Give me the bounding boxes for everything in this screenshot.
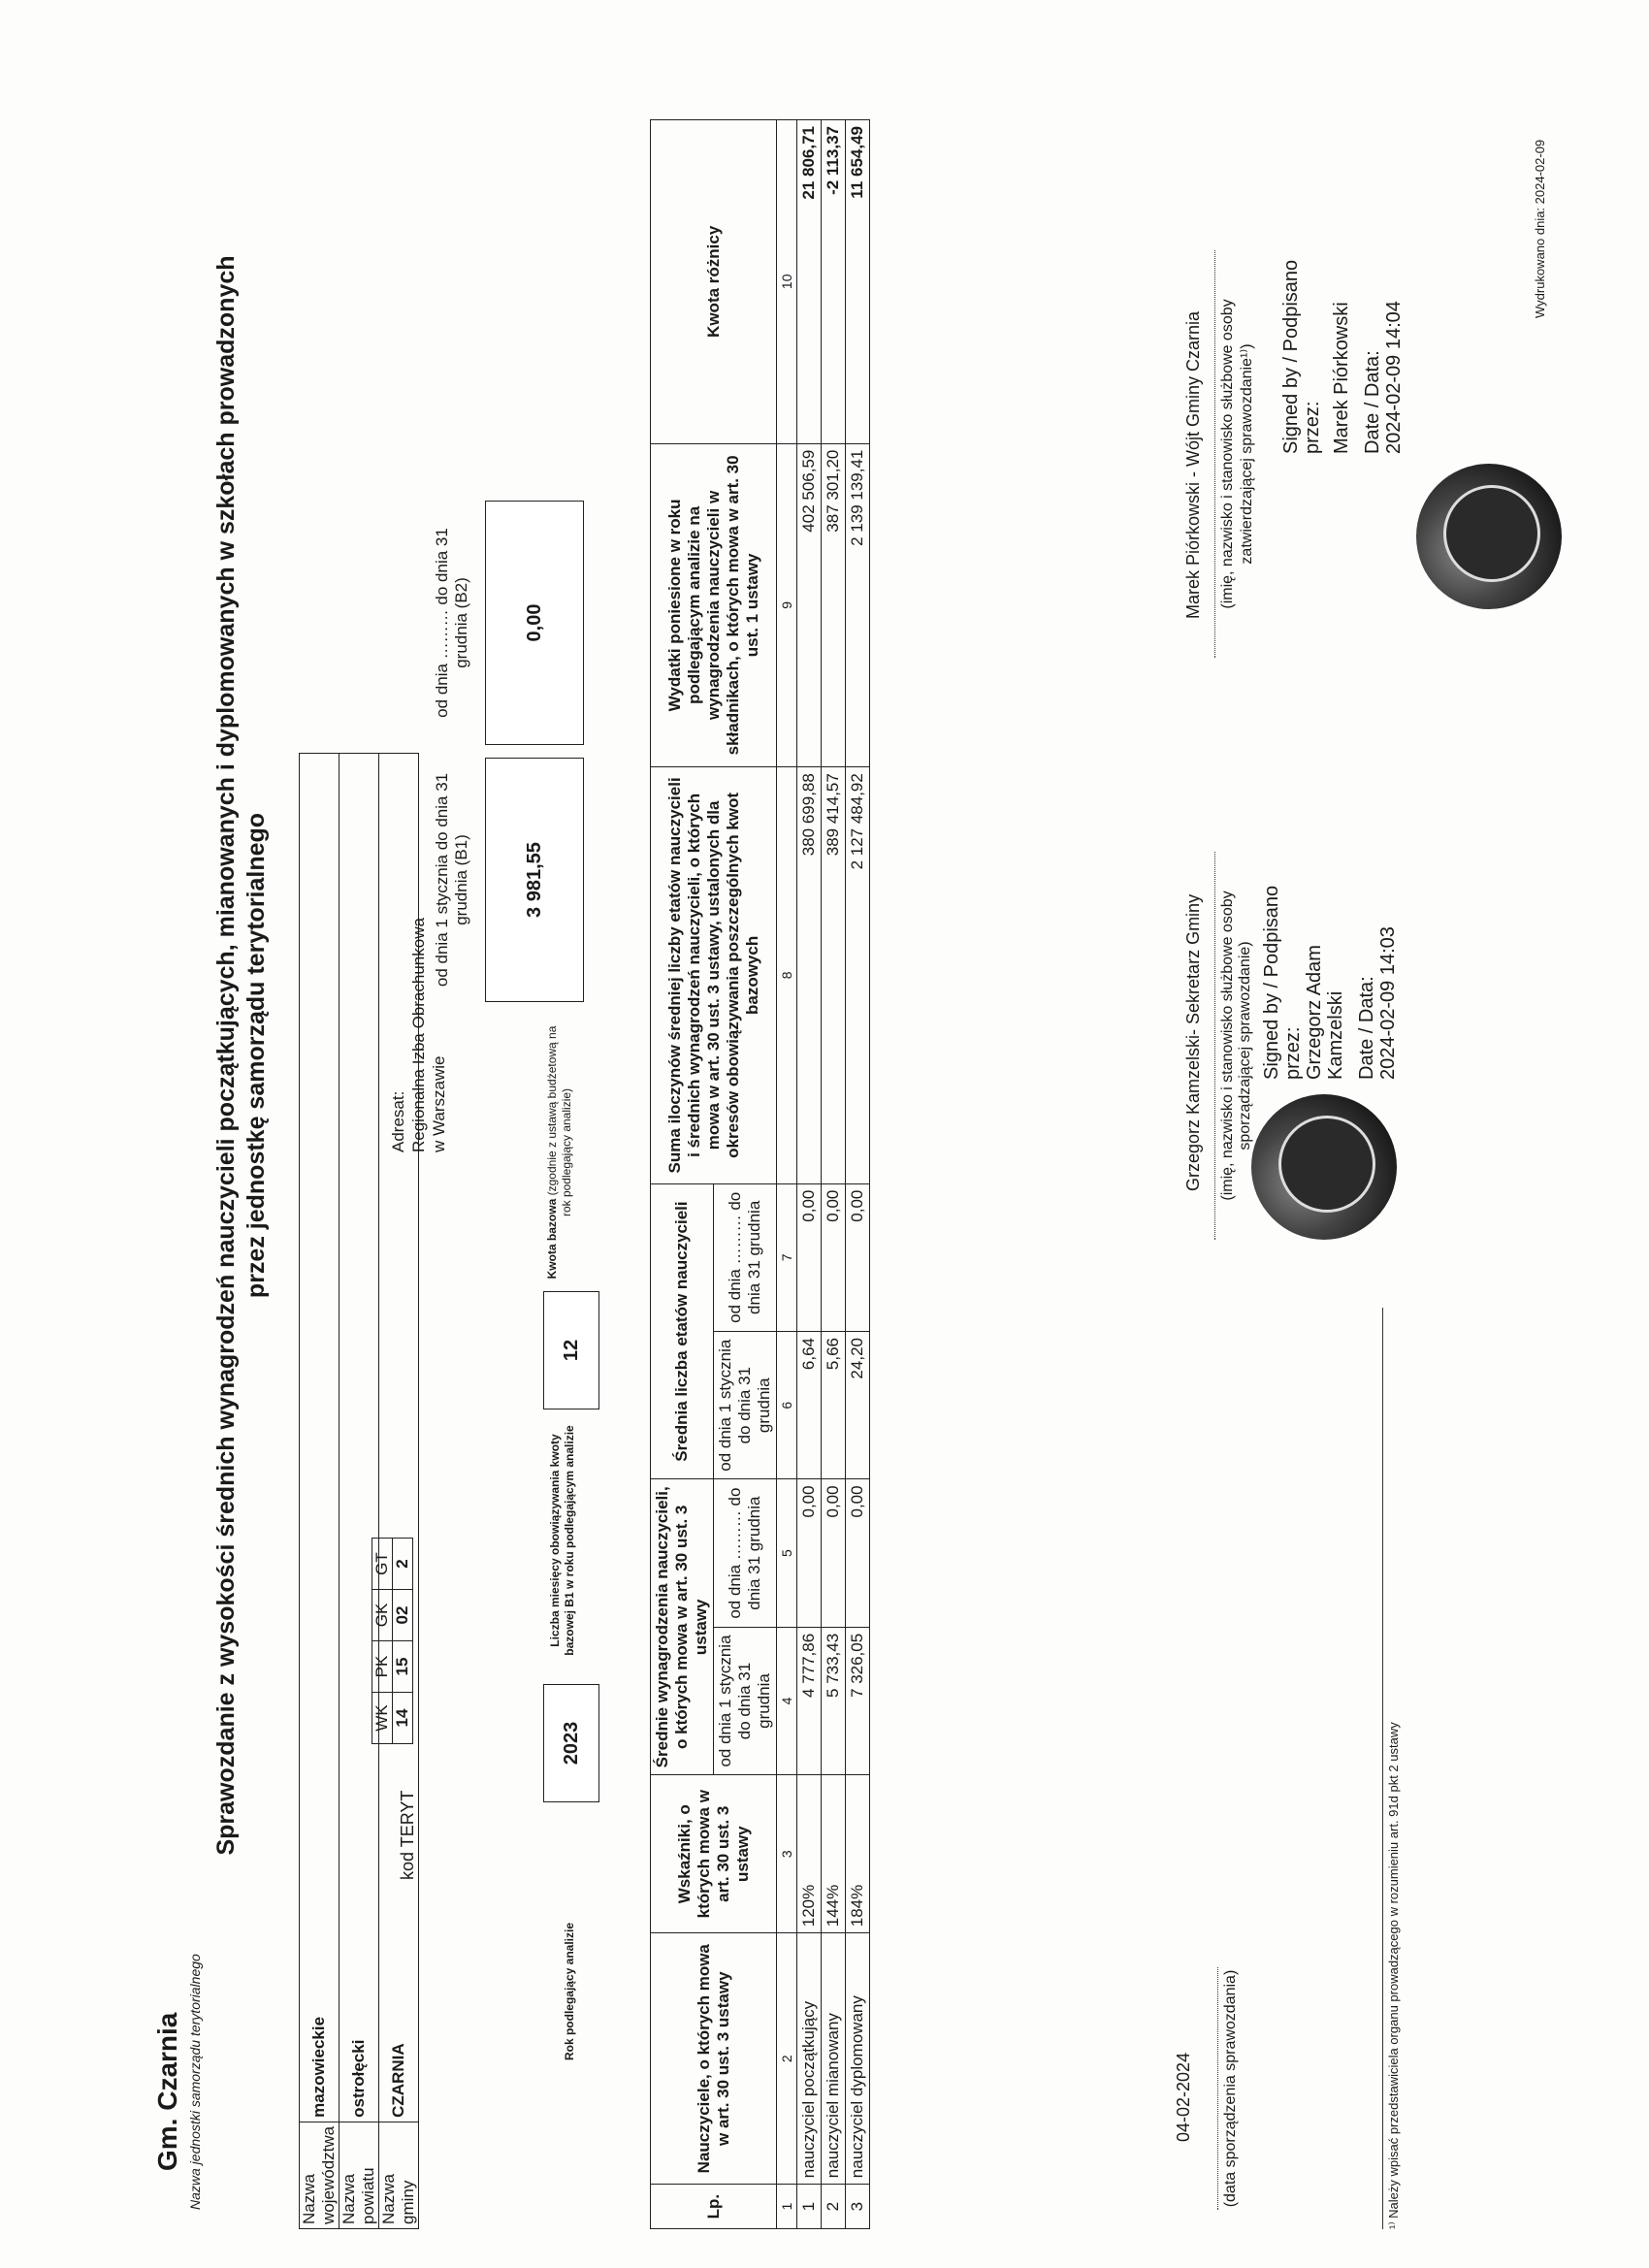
sig1-signed-by: Signed by / Podpisano przez: xyxy=(1261,885,1304,1080)
cell-c6: 6,64 xyxy=(797,1332,822,1479)
table-row xyxy=(846,120,870,2229)
col-teachers: Nauczyciele, o których mowa w art. 30 ust. 3 ustawy xyxy=(651,1933,777,2185)
table-row xyxy=(822,120,846,2229)
addressee-line2: w Warszawie xyxy=(430,1055,448,1152)
index-cell: 4 xyxy=(777,1627,797,1774)
index-cell: 6 xyxy=(777,1332,797,1479)
col-indicators: Wskaźniki, o których mowa w art. 30 ust. 3 ustawy xyxy=(651,1775,777,1933)
teryt-value: 2 xyxy=(393,1539,413,1590)
index-cell: 3 xyxy=(777,1775,797,1933)
pen-nib-icon xyxy=(1443,485,1540,582)
sig2-date-label: Date / Data: xyxy=(1362,350,1383,454)
year-box: 2023 xyxy=(543,1684,599,1802)
report-date-caption: (data sporządzenia sprawozdania) xyxy=(1217,1967,1240,2210)
cell-c9: 387 301,20 xyxy=(822,443,846,767)
sig2-signer: Marek Piórkowski xyxy=(1331,302,1352,454)
cell-indicator: 120% xyxy=(797,1775,822,1933)
sig1-caption: (imię, nazwisko i stanowisko służbowe osoby sporządzającej sprawozdanie) xyxy=(1214,852,1254,1240)
cell-c4: 7 326,05 xyxy=(846,1627,870,1774)
sig1-signer: Grzegorz Adam Kamzelski xyxy=(1304,945,1346,1080)
teryt-header: GT xyxy=(372,1539,393,1590)
teryt-header: GK xyxy=(372,1590,393,1641)
jst-caption: Nazwa jednostki samorządu terytorialnego xyxy=(187,1954,203,2210)
admin-value: mazowieckie xyxy=(300,753,340,2122)
sig1-date-label: Date / Data: xyxy=(1356,976,1377,1080)
index-cell: 7 xyxy=(777,1183,797,1331)
b1-box xyxy=(433,758,584,1002)
cell-c6: 24,20 xyxy=(846,1332,870,1479)
col-sum: Suma iloczynów średniej liczby etatów nauczycieli i średnich wynagrodzeń nauczycieli, o których mowa w art. 30 ust. 3 ustawy, ustalonych dla okresów obowiązywania poszczególnych kwot bazowych xyxy=(651,767,777,1183)
cell-c10: 11 654,49 xyxy=(846,120,870,444)
period-full: od dnia 1 stycznia do dnia 31 grudnia xyxy=(714,1332,777,1479)
b2-label: od dnia ……… do dnia 31 grudnia (B2) xyxy=(433,528,470,718)
col-avg-salary: Średnie wynagrodzenia nauczycieli, o których mowa w art. 30 ust. 3 ustawy xyxy=(651,1479,714,1775)
cell-c7: 0,00 xyxy=(846,1183,870,1331)
admin-label: Nazwa powiatu xyxy=(340,2122,379,2228)
teryt-value: 02 xyxy=(393,1590,413,1641)
report-title-line2: przez jednostkę samorządu terytorialnego xyxy=(242,812,270,1299)
cell-name: nauczyciel mianowany xyxy=(822,1933,846,2185)
cell-c5: 0,00 xyxy=(822,1479,846,1627)
index-cell: 10 xyxy=(777,120,797,444)
table-row xyxy=(797,120,822,2229)
sig1-seal xyxy=(1251,1094,1397,1240)
year-label: Rok podlegający analizie xyxy=(563,1922,576,2061)
teryt-value-row xyxy=(393,1539,413,1744)
teryt-header: WK xyxy=(372,1693,393,1744)
base-label xyxy=(545,1021,574,1283)
teryt-header-row xyxy=(372,1539,393,1744)
period-full: od dnia 1 stycznia do dnia 31 grudnia xyxy=(714,1627,777,1774)
sig2-signed-by: Signed by / Podpisano przez: xyxy=(1280,259,1323,454)
col-diff: Kwota różnicy xyxy=(651,120,777,444)
pen-nib-icon xyxy=(1278,1116,1375,1213)
cell-c9: 2 139 139,41 xyxy=(846,443,870,767)
index-row xyxy=(777,120,797,2229)
cell-lp: 1 xyxy=(797,2185,822,2229)
months-label: Liczba miesięcy obowiązywania kwoty bazowej B1 w roku podlegającym analizie xyxy=(548,1425,576,1656)
report-title xyxy=(211,134,272,1977)
cell-c10: -2 113,37 xyxy=(822,120,846,444)
admin-value: ostrołęcki xyxy=(340,753,379,2122)
admin-label: Nazwa gminy xyxy=(379,2122,419,2228)
cell-c8: 389 414,57 xyxy=(822,767,846,1183)
salary-table xyxy=(650,119,870,2229)
b1-label: od dnia 1 stycznia do dnia 31 grudnia (B1) xyxy=(433,772,470,988)
col-avg-etaty: Średnia liczba etatów nauczycieli xyxy=(651,1183,714,1479)
cell-c4: 5 733,43 xyxy=(822,1627,846,1774)
index-cell: 9 xyxy=(777,443,797,767)
cell-c6: 5,66 xyxy=(822,1332,846,1479)
cell-c5: 0,00 xyxy=(846,1479,870,1627)
cell-c9: 402 506,59 xyxy=(797,443,822,767)
cell-c8: 380 699,88 xyxy=(797,767,822,1183)
sig2-date: 2024-02-09 14:04 xyxy=(1383,301,1405,454)
base-label-note: (zgodnie z ustawą budżetową na rok podlegający analizie) xyxy=(545,1025,573,1217)
admin-value: CZARNIA xyxy=(379,753,419,2122)
cell-c8: 2 127 484,92 xyxy=(846,767,870,1183)
admin-label: Nazwa województwa xyxy=(300,2122,340,2228)
sig2-name: Marek Piórkowski - Wójt Gminy Czarnia xyxy=(1183,310,1203,619)
teryt-table xyxy=(372,1538,413,1744)
teryt-header: PK xyxy=(372,1641,393,1693)
addressee-line1: Regionalna Izba Obrachunkowa xyxy=(409,918,428,1152)
table-header-row xyxy=(651,120,714,2229)
col-lp: Lp. xyxy=(651,2185,777,2229)
period-partial: od dnia ……… do dnia 31 grudnia xyxy=(714,1479,777,1627)
cell-indicator: 144% xyxy=(822,1775,846,1933)
sig2-caption: (imię, nazwisko i stanowisko służbowe osoby zatwierdzającej sprawozdanie¹⁾) xyxy=(1214,250,1256,658)
index-cell: 1 xyxy=(777,2185,797,2229)
b2-value: 0,00 xyxy=(524,603,545,642)
printed-date: Wydrukowano dnia: 2024-02-09 xyxy=(1533,139,1547,318)
sig2-seal xyxy=(1416,464,1562,609)
cell-c4: 4 777,86 xyxy=(797,1627,822,1774)
cell-c5: 0,00 xyxy=(797,1479,822,1627)
base-label-bold: Kwota bazowa xyxy=(545,1198,559,1280)
months-box: 12 xyxy=(543,1291,599,1409)
cell-c7: 0,00 xyxy=(797,1183,822,1331)
cell-name: nauczyciel dyplomowany xyxy=(846,1933,870,2185)
teryt-value: 15 xyxy=(393,1641,413,1693)
cell-name: nauczyciel początkujący xyxy=(797,1933,822,2185)
jst-name: Gm. Czarnia xyxy=(152,2012,182,2171)
index-cell: 5 xyxy=(777,1479,797,1627)
col-expenses: Wydatki poniesione w roku podlegającym analizie na wynagrodzenia nauczycieli w składnikach, o których mowa w art. 30 ust. 1 ustawy xyxy=(651,443,777,767)
sig1-date: 2024-02-09 14:03 xyxy=(1377,926,1399,1080)
sig1-name: Grzegorz Kamzelski- Sekretarz Gminy xyxy=(1183,893,1203,1191)
cell-lp: 3 xyxy=(846,2185,870,2229)
sig2-block xyxy=(1280,202,1405,454)
addressee-label: Adresat: xyxy=(389,1090,407,1152)
teryt-label: kod TERYT xyxy=(398,1790,417,1880)
cell-lp: 2 xyxy=(822,2185,846,2229)
admin-row xyxy=(300,753,340,2228)
footnote: ¹⁾ Należy wpisać przedstawiciela organu prowadzącego w rozumieniu art. 91d pkt 2 ustawy xyxy=(1382,1308,1402,2229)
report-date: 04-02-2024 xyxy=(1174,2052,1193,2142)
report-title-line1: Sprawozdanie z wysokości średnich wynagrodzeń nauczycieli początkujących, mianowanych i dyplomowanych w szkołach prowadzonych xyxy=(212,255,240,1856)
teryt-value: 14 xyxy=(393,1693,413,1744)
cell-indicator: 184% xyxy=(846,1775,870,1933)
period-partial: od dnia ……… do dnia 31 grudnia xyxy=(714,1183,777,1331)
cell-c10: 21 806,71 xyxy=(797,120,822,444)
cell-c7: 0,00 xyxy=(822,1183,846,1331)
b1-value: 3 981,55 xyxy=(524,842,545,918)
sig1-block xyxy=(1261,857,1399,1080)
index-cell: 2 xyxy=(777,1933,797,2185)
index-cell: 8 xyxy=(777,767,797,1183)
b2-box xyxy=(433,501,584,745)
admin-row xyxy=(340,753,379,2228)
